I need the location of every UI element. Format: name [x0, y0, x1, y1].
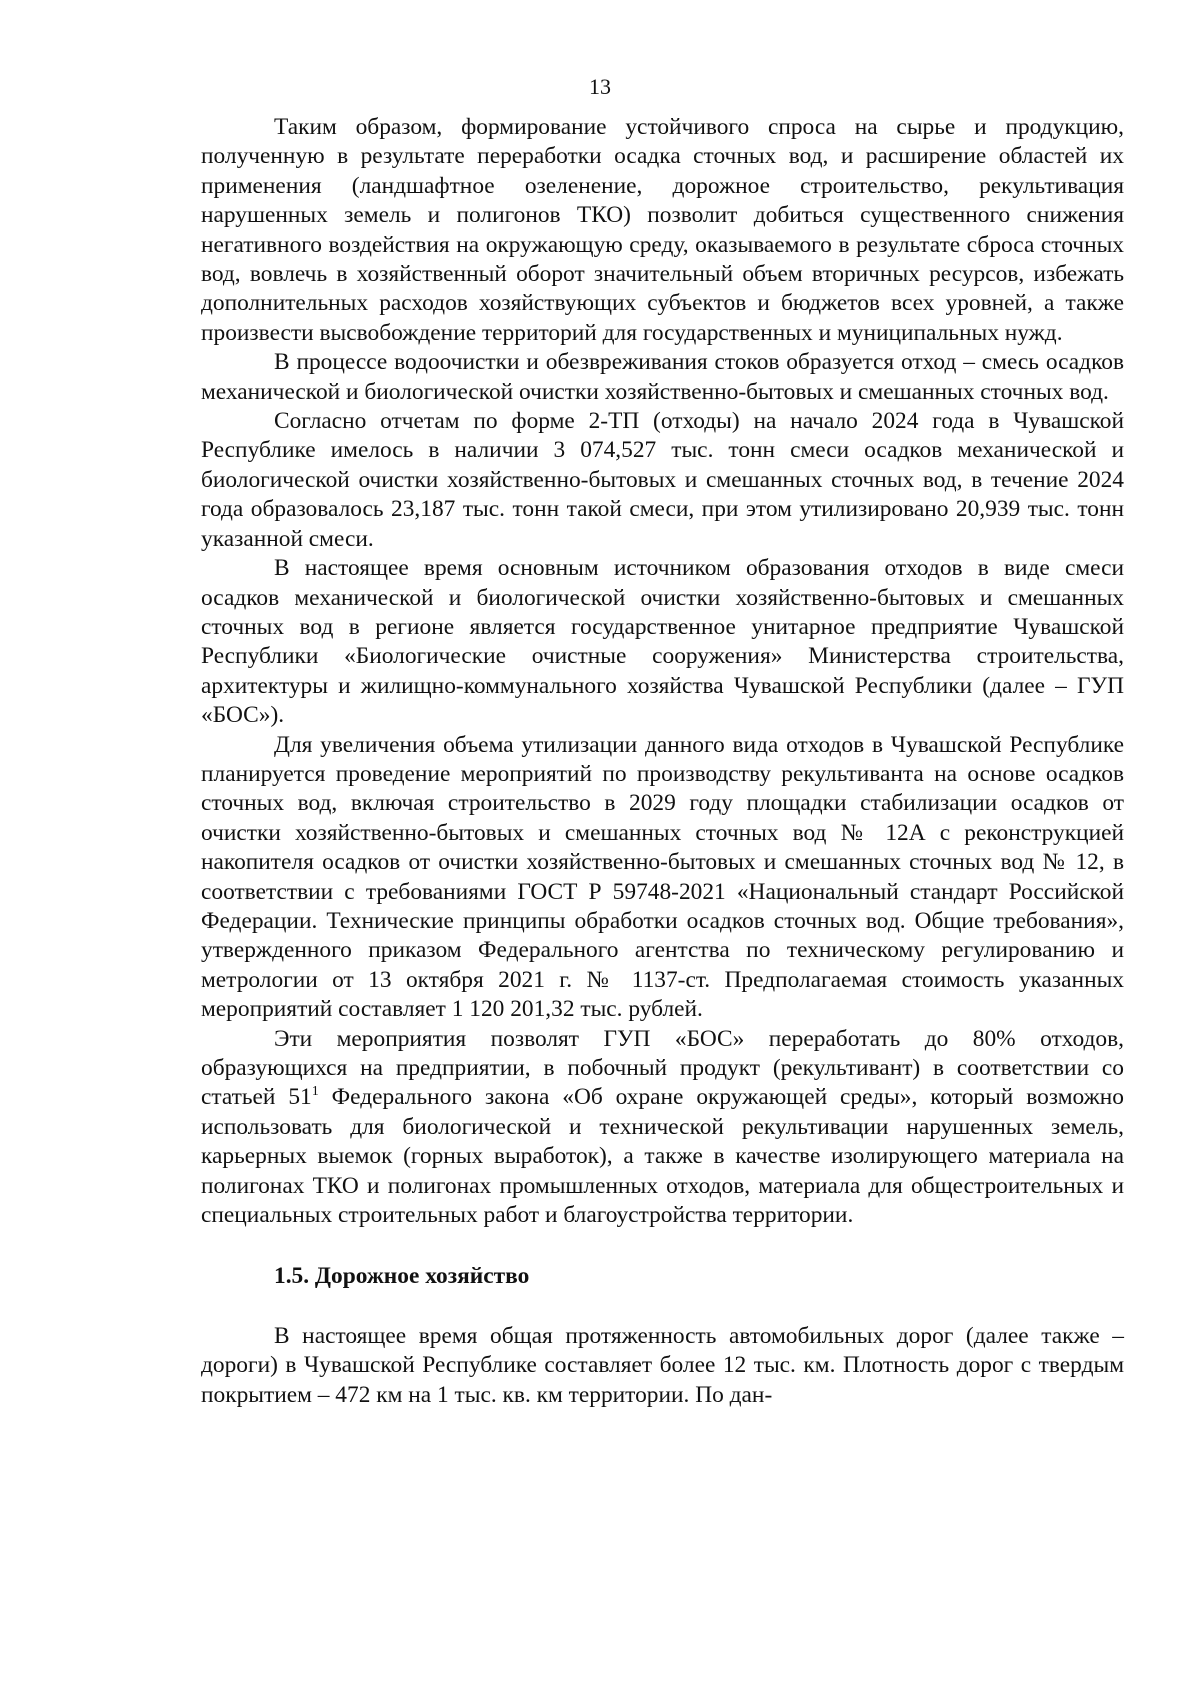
- paragraph-demand-formation: Таким образом, формирование устойчивого спроса на сырье и продукцию, полученную в результате переработки осадка сточных вод, и расширение областей их применения (ландшафтное озеленение, дорожное строительство, рекультивация нарушенных земель и полигонов ТКО) позволит добиться существенного снижения негативного воздействия на окружающую среду, оказываемого в результате сброса сточных вод, вовлечь в хозяйственный оборот значительный объем вторичных ресурсов, избежать дополнительных расходов хозяйствующих субъектов и бюджетов всех уровней, а также произвести высвобождение территорий для государственных и муниципальных нужд.: [201, 114, 1124, 346]
- paragraph-water-treatment-waste: В процессе водоочистки и обезвреживания стоков образуется отход – смесь осадков механической и биологической очистки хозяйственно-бытовых и смешанных сточных вод.: [201, 349, 1124, 405]
- footnote-superscript: 1: [311, 1084, 319, 1100]
- page-number: 13: [589, 74, 611, 99]
- paragraph-bos-processing-end: Федерального закона «Об охране окружающей среды», который возможно использовать для биологической и технической рекультивации нарушенных земель, карьерных выемок (горных выработок), а также в качестве изолирующего материала на полигонах ТКО и полигонах промышленных отходов, материала для общестроительных и специальных строительных работ и благоустройства территории.: [201, 1084, 1124, 1229]
- section-heading-road-sector: 1.5. Дорожное хозяйство: [274, 1263, 530, 1290]
- document-body: [201, 113, 1124, 1410]
- paragraph-main-waste-source: В настоящее время основным источником образования отходов в виде смеси осадков механической и биологической очистки хозяйственно-бытовых и смешанных сточных вод в регионе является государственное унитарное предприятие Чувашской Республики «Биологические очистные сооружения» Министерства строительства, архитектуры и жилищно-коммунального хозяйства Чувашской Республики (далее – ГУП «БОС»).: [201, 555, 1124, 729]
- paragraph-road-length: В настоящее время общая протяженность автомобильных дорог (далее также – дороги) в Чувашской Республике составляет более 12 тыс. км. Плотность дорог с твердым покрытием – 472 км на 1 тыс. кв. км территории. По дан-: [201, 1322, 1124, 1408]
- paragraph-2tp-report: Согласно отчетам по форме 2-ТП (отходы) на начало 2024 года в Чувашской Республике имелось в наличии 3 074,527 тыс. тонн смеси осадков механической и биологической очистки хозяйственно-бытовых и смешанных сточных вод, в течение 2024 года образовалось 23,187 тыс. тонн такой смеси, при этом утилизировано 20,939 тыс. тонн указанной смеси.: [201, 408, 1124, 552]
- paragraph-bos-processing: [201, 1025, 1124, 1231]
- paragraph-bos-processing-start: Эти мероприятия позволят ГУП «БОС» переработать до 80% отходов, образующихся на предприятии, в побочный продукт (рекультивант) в соответствии со статьей 51: [201, 1025, 1124, 1111]
- paragraph-recultivant-plans: Для увеличения объема утилизации данного вида отходов в Чувашской Республике планируется проведение мероприятий по производству рекультиванта на основе осадков сточных вод, включая строительство в 2029 году площадки стабилизации осадков от очистки хозяйственно-бытовых и смешанных сточных вод № 12А с реконструкцией накопителя осадков от очистки хозяйственно-бытовых и смешанных сточных вод № 12, в соответствии с требованиями ГОСТ Р 59748-2021 «Национальный стандарт Российской Федерации. Технические принципы обработки осадков сточных вод. Общие требования», утвержденного приказом Федерального агентства по техническому регулированию и метрологии от 13 октября 2021 г. № 1137-ст. Предполагаемая стоимость указанных мероприятий составляет 1 120 201,32 тыс. рублей.: [201, 731, 1124, 1023]
